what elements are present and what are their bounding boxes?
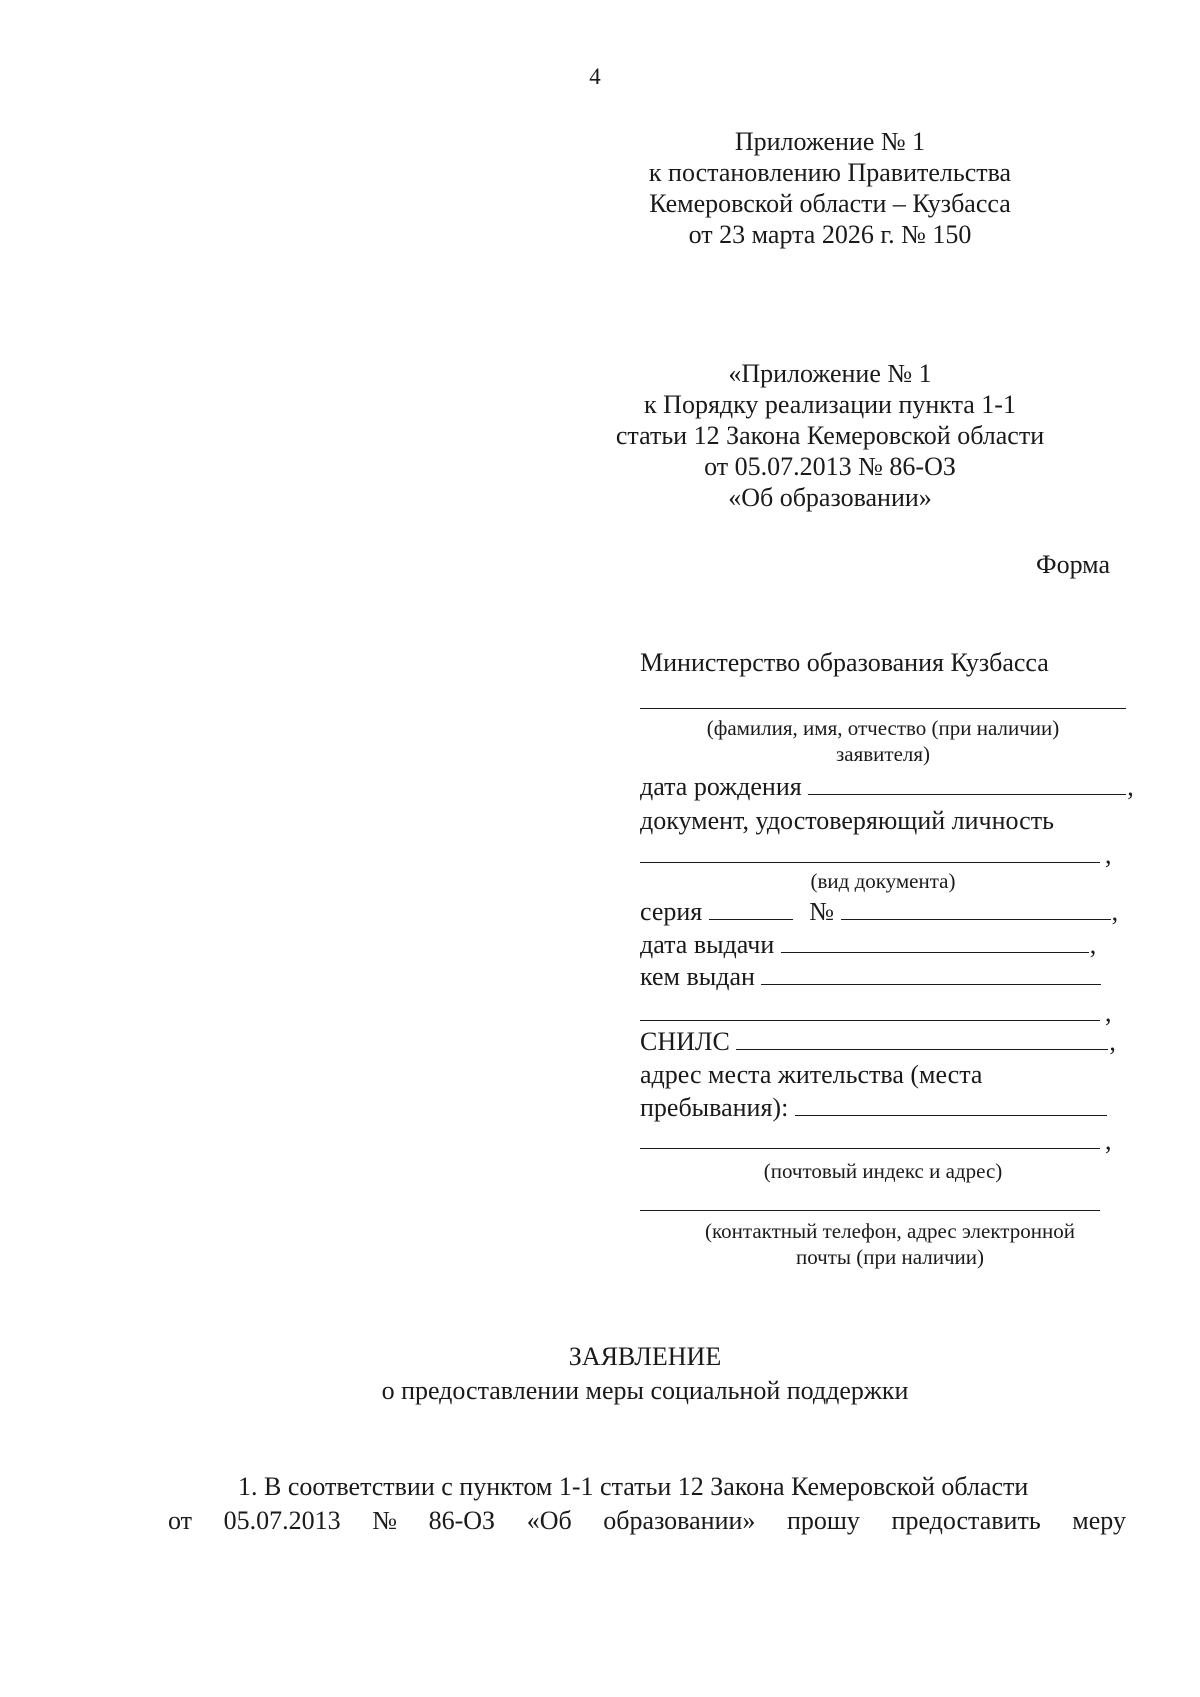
paragraph-word: от: [168, 1506, 193, 1535]
statement-title-block: [0, 1340, 1200, 1408]
fio-caption-line: (фамилия, имя, отчество (при наличии): [706, 716, 1060, 740]
issued-by-field-continuation[interactable]: [640, 1020, 1100, 1021]
issued-by-label: кем выдан: [640, 962, 755, 991]
comma: ,: [1109, 1027, 1116, 1056]
appendix-header-line: от 23 марта 2026 г. № 150: [688, 220, 972, 249]
paragraph: [168, 1470, 1126, 1538]
statement-subtitle: о предоставлении меры социальной поддержки: [381, 1376, 909, 1405]
id-document-label: документ, удостоверяющий личность: [640, 806, 1054, 835]
contact-caption-line: (контактный телефон, адрес электронной: [705, 1219, 1075, 1243]
page-number: 4: [589, 64, 601, 89]
paragraph-word: №: [372, 1506, 398, 1535]
number-label: №: [809, 897, 835, 926]
snils-label: СНИЛС: [640, 1027, 730, 1056]
appendix-order-line: от 05.07.2013 № 86-ОЗ: [704, 452, 956, 481]
paragraph-line: 1. В соответствии с пунктом 1-1 статьи 12 Закона Кемеровской области: [238, 1472, 1029, 1501]
address-label: адрес места жительства (места: [640, 1060, 983, 1089]
doc-type-caption: (вид документа): [810, 869, 956, 893]
appendix-header-line: Кемеровской области – Кузбасса: [649, 189, 1011, 218]
comma: ,: [1127, 772, 1134, 801]
comma: ,: [1105, 998, 1112, 1027]
appendix-header-line: к постановлению Правительства: [648, 158, 1012, 187]
issue-date-field[interactable]: [781, 930, 1089, 953]
contact-caption-line: почты (при наличии): [795, 1245, 984, 1269]
address-field-continuation[interactable]: [640, 1148, 1100, 1149]
paragraph-word: 05.07.2013: [223, 1506, 341, 1535]
appendix-order-line: «Приложение № 1: [728, 359, 932, 388]
issued-by-field[interactable]: [761, 962, 1101, 985]
contact-field[interactable]: [640, 1210, 1100, 1211]
snils-field[interactable]: [736, 1027, 1108, 1050]
address-label-cont: пребывания):: [640, 1093, 789, 1122]
id-document-field[interactable]: [640, 862, 1100, 863]
series-row: [640, 897, 1120, 927]
series-label: серия: [640, 897, 703, 926]
postal-caption: (почтовый индекс и адрес): [763, 1159, 1003, 1183]
appendix-order-line: к Порядку реализации пункта 1-1: [644, 390, 1016, 419]
comma: ,: [1089, 930, 1097, 959]
paragraph-word: меру: [1072, 1506, 1126, 1535]
paragraph-word: «Об: [526, 1506, 572, 1535]
fio-caption-line: заявителя): [835, 742, 931, 766]
issued-by-row: [640, 962, 1120, 992]
comma: ,: [1111, 897, 1119, 926]
comma: ,: [1105, 840, 1112, 869]
fio-caption: [640, 715, 1126, 767]
birth-date-label: дата рождения: [640, 772, 802, 801]
form-label: Форма: [1036, 550, 1110, 579]
series-field[interactable]: [709, 897, 793, 920]
issue-date-row: [640, 930, 1120, 960]
address-field[interactable]: [795, 1093, 1107, 1116]
appendix-order-line: «Об образовании»: [728, 483, 932, 512]
paragraph-word: образовании»: [603, 1506, 756, 1535]
number-field[interactable]: [841, 897, 1111, 920]
paragraph-word: прошу: [787, 1506, 860, 1535]
appendix-header-line: Приложение № 1: [734, 127, 926, 156]
issue-date-label: дата выдачи: [640, 930, 775, 959]
birth-date-row: [640, 772, 1134, 802]
appendix-header: [620, 126, 1040, 250]
appendix-order-line: статьи 12 Закона Кемеровской области: [615, 421, 1045, 450]
addressee: Министерство образования Кузбасса: [640, 648, 1049, 677]
appendix-order: [600, 358, 1060, 513]
birth-date-field[interactable]: [808, 772, 1126, 795]
paragraph-word: предоставить: [891, 1506, 1041, 1535]
comma: ,: [1105, 1126, 1112, 1155]
paragraph-line: [168, 1504, 1126, 1538]
address-row: [640, 1093, 1120, 1123]
statement-title: ЗАЯВЛЕНИЕ: [568, 1342, 722, 1371]
contact-caption: [660, 1218, 1120, 1270]
fio-field[interactable]: [640, 708, 1126, 709]
paragraph-word: 86-ОЗ: [428, 1506, 496, 1535]
snils-row: [640, 1027, 1120, 1057]
